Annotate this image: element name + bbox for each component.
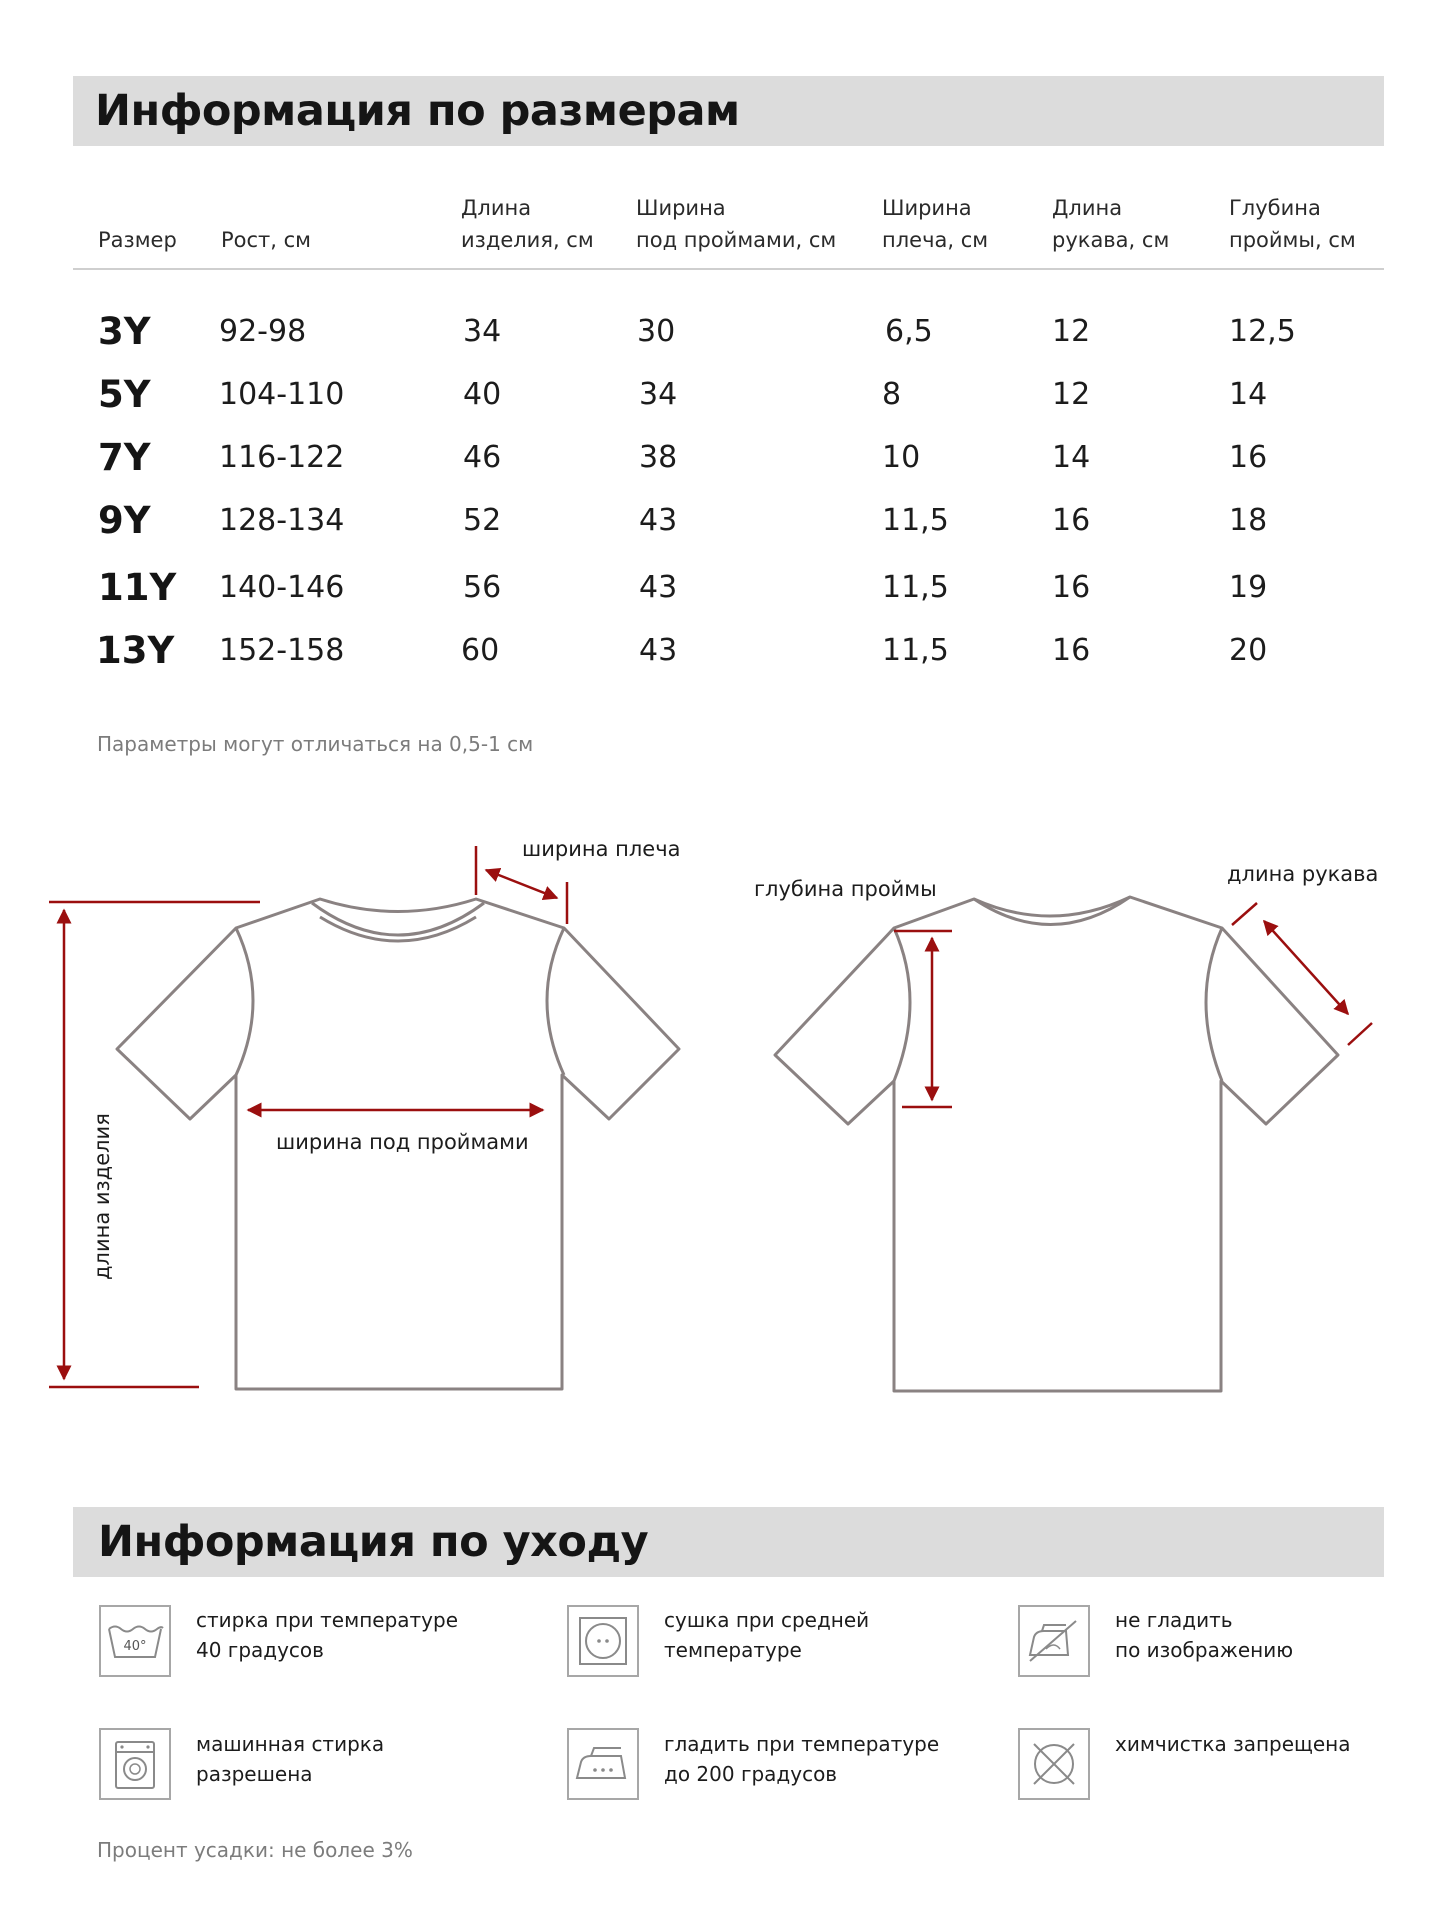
machine-wash-icon [99,1728,171,1800]
length-cell: 52 [463,503,502,538]
header-shoulder: Ширина плеча, см [882,196,989,252]
shoulder-cell: 11,5 [882,570,949,605]
no-iron-print-icon [1018,1605,1090,1677]
armhole-cell: 12,5 [1229,314,1296,349]
care-text-no-iron: не гладить по изображению [1115,1608,1294,1662]
height-cell: 92-98 [219,314,307,349]
header-sleeve: Длина рукава, см [1052,196,1170,252]
height-cell: 128-134 [219,503,345,538]
sleeve-cell: 12 [1052,314,1091,349]
shoulder-cell: 11,5 [882,503,949,538]
armhole-cell: 20 [1229,633,1268,668]
length-cell: 34 [463,314,502,349]
chest-cell: 30 [637,314,676,349]
sleeve-cell: 12 [1052,377,1091,412]
height-cell: 104-110 [219,377,345,412]
armhole-cell: 16 [1229,440,1268,475]
header-size: Размер [98,228,177,252]
care-text-no-dry-clean: химчистка запрещена [1115,1732,1351,1756]
shoulder-cell: 6,5 [885,314,933,349]
size-cell: 9Y [98,499,151,542]
shoulder-cell: 10 [882,440,921,475]
care-text-machine-wash: машинная стирка разрешена [196,1732,385,1786]
wash-40-icon [99,1605,171,1677]
table-row [0,566,1440,616]
care-section-header [73,1507,1384,1577]
sleeve-cell: 14 [1052,440,1091,475]
height-cell: 152-158 [219,633,345,668]
size-cell: 11Y [98,566,177,609]
header-chest: Ширина под проймами, см [636,196,837,252]
chest-cell: 43 [639,633,678,668]
chest-cell: 43 [639,570,678,605]
label-shoulder-width: ширина плеча [522,837,681,861]
chest-cell: 43 [639,503,678,538]
care-text-iron: гладить при температуре до 200 градусов [664,1732,940,1786]
shoulder-cell: 11,5 [882,633,949,668]
table-row [0,436,1440,486]
length-cell: 56 [463,570,502,605]
label-garment-length: длина изделия [90,1113,114,1280]
armhole-cell: 18 [1229,503,1268,538]
label-armhole-depth: глубина проймы [754,877,937,901]
table-row [0,310,1440,360]
armhole-cell: 14 [1229,377,1268,412]
wash-temp-badge: 40° [123,1639,147,1654]
care-text-wash: стирка при температуре 40 градусов [196,1608,459,1662]
size-section-header [73,76,1384,146]
no-dry-clean-icon [1018,1728,1090,1800]
length-cell: 40 [463,377,502,412]
table-row [0,499,1440,549]
care-text-dry: сушка при средней температуре [664,1608,870,1662]
length-cell: 60 [461,633,500,668]
tshirt-back [775,897,1338,1391]
header-armhole: Глубина проймы, см [1229,196,1356,252]
header-height: Рост, см [221,228,312,252]
measurement-lines [49,846,1372,1387]
table-divider [73,268,1384,270]
size-cell: 3Y [98,310,151,353]
shrinkage-note: Процент усадки: не более 3% [97,1838,413,1862]
care-section-title: Информация по уходу [98,1517,649,1567]
height-cell: 116-122 [219,440,345,475]
measurement-diagram [0,820,1440,1420]
sleeve-cell: 16 [1052,503,1091,538]
size-tolerance-note: Параметры могут отличаться на 0,5-1 см [97,732,534,756]
length-cell: 46 [463,440,502,475]
label-chest-width: ширина под проймами [276,1130,529,1154]
header-length: Длина изделия, см [461,196,594,252]
tumble-dry-medium-icon [567,1605,639,1677]
table-row [0,373,1440,423]
iron-200-icon [567,1728,639,1800]
label-sleeve-length: длина рукава [1227,862,1379,886]
size-cell: 7Y [98,436,151,479]
table-row [0,629,1440,679]
chest-cell: 38 [639,440,678,475]
sleeve-cell: 16 [1052,570,1091,605]
chest-cell: 34 [639,377,678,412]
size-cell: 13Y [96,629,175,672]
shoulder-cell: 8 [882,377,902,412]
height-cell: 140-146 [219,570,345,605]
size-section-title: Информация по размерам [95,86,740,136]
armhole-cell: 19 [1229,570,1268,605]
size-cell: 5Y [98,373,151,416]
sleeve-cell: 16 [1052,633,1091,668]
